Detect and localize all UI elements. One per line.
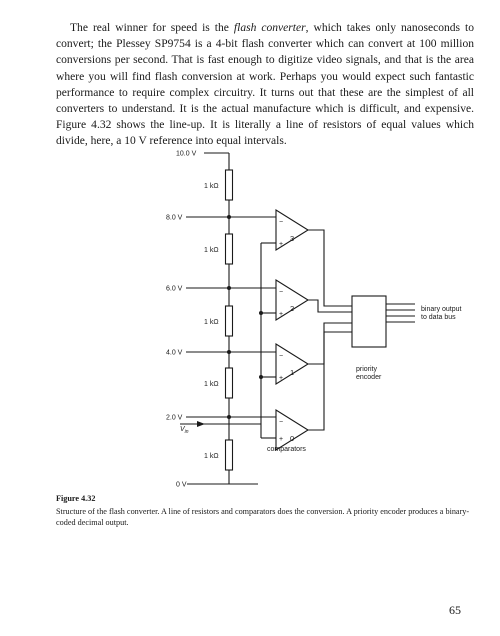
comparator-number-0: 0 — [290, 434, 295, 443]
comparator-3-minus: − — [279, 219, 284, 226]
comparator-number-3: 3 — [290, 234, 295, 243]
voltage-label-2v: 2.0 V — [166, 414, 183, 422]
voltage-label-8v: 8.0 V — [166, 214, 183, 222]
figure-caption-text: Structure of the flash converter. A line of resistors and comparators does the conversion. A priority encoder produces a binary-coded decimal output. — [56, 507, 470, 527]
comparator-number-1: 1 — [290, 368, 295, 377]
resistor-5 — [226, 440, 233, 470]
resistor-label: 1 kΩ — [204, 453, 219, 460]
voltage-label-10v: 10.0 V — [176, 150, 197, 158]
body-lead: The real winner for speed is the — [70, 22, 234, 34]
page-number: 65 — [449, 603, 461, 617]
resistor-label: 1 kΩ — [204, 183, 219, 190]
flash-converter-term: flash converter — [233, 22, 306, 34]
voltage-label-4v: 4.0 V — [166, 349, 183, 357]
comparator-0-plus: + — [279, 436, 284, 443]
comparator-0-minus: − — [279, 419, 284, 426]
comparator-0 — [276, 410, 308, 450]
vin-arrow-icon — [197, 421, 205, 427]
vin-label: $V_{in}$ — [180, 426, 189, 435]
voltage-label-6v: 6.0 V — [166, 285, 183, 293]
comparator-2-plus: + — [279, 311, 284, 318]
output-label-line2: to data bus — [421, 314, 456, 321]
encoder-label-line1: priority — [356, 366, 378, 373]
figure-caption-title: Figure 4.32 — [56, 494, 96, 503]
voltage-label-0v: 0 V — [176, 481, 187, 489]
resistor-1 — [226, 170, 233, 200]
resistor-label: 1 kΩ — [204, 319, 219, 326]
output-label-line1: binary output — [421, 306, 462, 313]
priority-encoder-block — [352, 296, 386, 347]
comparator-1-minus: − — [279, 353, 284, 360]
comparators-label: comparators — [267, 446, 306, 453]
resistor-3 — [226, 306, 233, 336]
comparator-2-minus: − — [279, 289, 284, 296]
encoder-label-line2: encoder — [356, 374, 382, 381]
comparator-number-2: 2 — [290, 304, 295, 313]
resistor-label: 1 kΩ — [204, 381, 219, 388]
resistor-label: 1 kΩ — [204, 247, 219, 254]
resistor-2 — [226, 234, 233, 264]
comparator-1-plus: + — [279, 375, 284, 382]
resistor-4 — [226, 368, 233, 398]
body-rest: , which takes only nanoseconds to convert; the Plessey SP9754 is a 4-bit flash converter which can convert at 100 million conversions per second. That is fast enough to digitize video signals, and that is the area where you will find flash conversion at work. Perhaps you would expect such fantastic performance to require complex circuitry. It turns out that these are the simplest of all converters to understand. It is the actual manufacture which is difficult, and expensive. Figure 4.32 shows the line-up. It is literally a line of resistors of equal values which divide, here, a 10 V reference into equal intervals. — [56, 22, 475, 148]
comparator-3-plus: + — [279, 241, 284, 248]
